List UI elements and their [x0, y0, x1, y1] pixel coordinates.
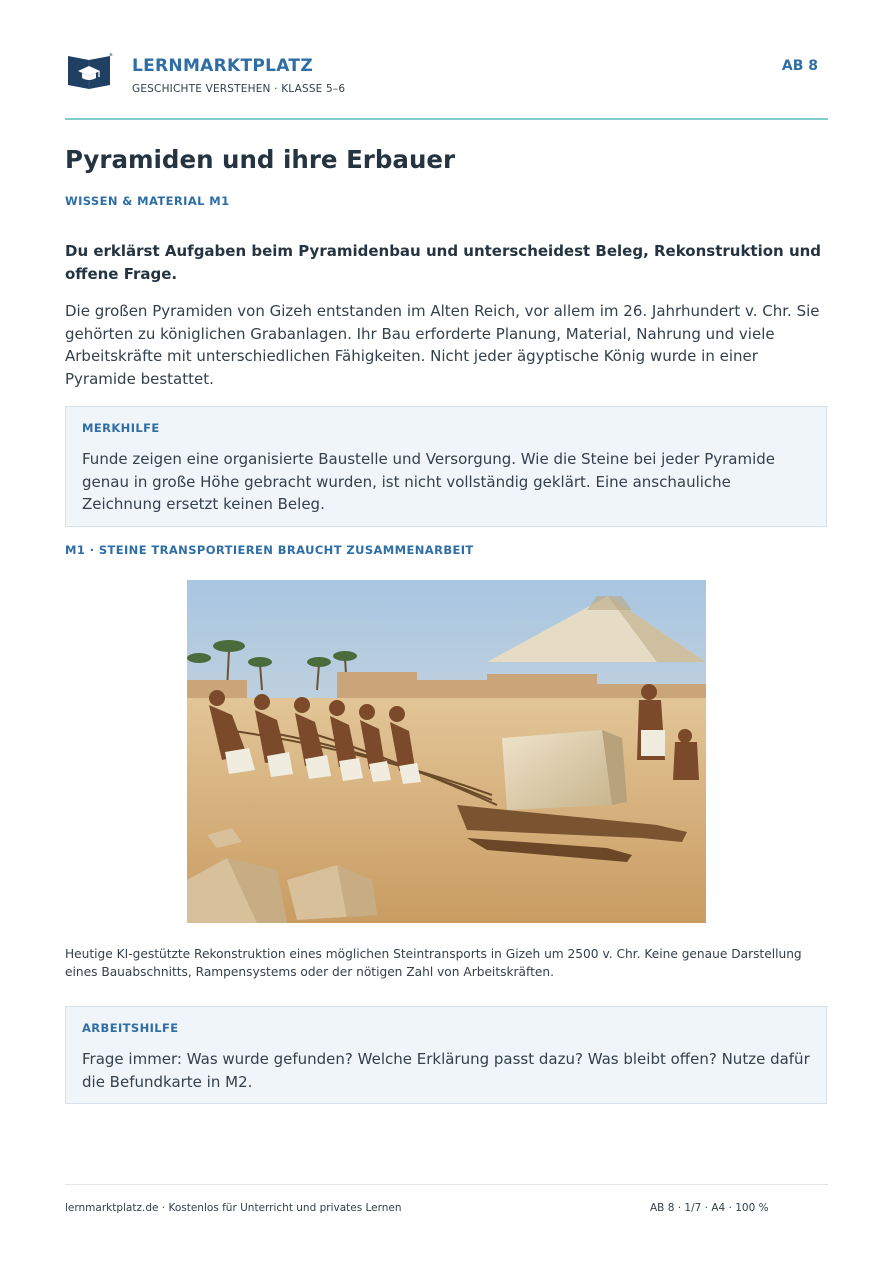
merkhilfe-label: MERKHILFE	[82, 421, 160, 435]
section-label: WISSEN & MATERIAL M1	[65, 194, 230, 208]
figure-caption: Heutige KI-gestützte Rekonstruktion eines möglichen Steintransports in Gizeh um 2500 v. Chr. Keine genaue Darstellung eines Bauabschnitts, Rampensystems oder der nötigen Zahl von Arbeitskräften.	[65, 947, 802, 979]
page-title: Pyramiden und ihre Erbauer	[65, 145, 456, 174]
intro-paragraph: Die großen Pyramiden von Gizeh entstanden im Alten Reich, vor allem im 26. Jahrhundert v. Chr. Sie gehörten zu königlichen Grabanlagen. Ihr Bau erforderte Planung, Material, Nahrung und viele Arbeitskräfte mit unterschiedlichen Fähigkeiten. Nicht jeder ägyptische König wurde in einer Pyramide bestattet.	[65, 302, 820, 388]
footer-divider	[65, 1184, 828, 1185]
sheet-id: AB 8	[781, 58, 818, 74]
arbeitshilfe-label: ARBEITSHILFE	[82, 1021, 179, 1035]
footer-page-info: AB 8 · 1/7 · A4 · 100 %	[650, 1202, 769, 1214]
stone-transport-illustration	[187, 580, 706, 923]
merkhilfe-text: Funde zeigen eine organisierte Baustelle und Versorgung. Wie die Steine bei jeder Pyramide genau in große Höhe gebracht wurden, ist nicht vollständig geklärt. Eine anschauliche Zeichnung ersetzt keinen Beleg.	[82, 450, 776, 513]
arbeitshilfe-box	[65, 1006, 827, 1104]
brand-subtitle: GESCHICHTE VERSTEHEN · KLASSE 5–6	[132, 83, 346, 95]
footer-site-info: lernmarktplatz.de · Kostenlos für Unterricht und privates Lernen	[65, 1202, 402, 1214]
learning-goal: Du erklärst Aufgaben beim Pyramidenbau und unterscheidest Beleg, Rekonstruktion und offene Frage.	[65, 242, 822, 283]
material-label: M1 · STEINE TRANSPORTIEREN BRAUCHT ZUSAMMENARBEIT	[65, 543, 474, 557]
brand-name: LERNMARKTPLATZ	[132, 56, 313, 76]
merkhilfe-box	[65, 406, 827, 527]
book-graduation-cap-logo-icon	[65, 52, 113, 92]
arbeitshilfe-text: Frage immer: Was wurde gefunden? Welche Erklärung passt dazu? Was bleibt offen? Nutze dafür die Befundkarte in M2.	[82, 1050, 810, 1091]
page-header	[65, 52, 828, 102]
header-divider	[65, 118, 828, 120]
